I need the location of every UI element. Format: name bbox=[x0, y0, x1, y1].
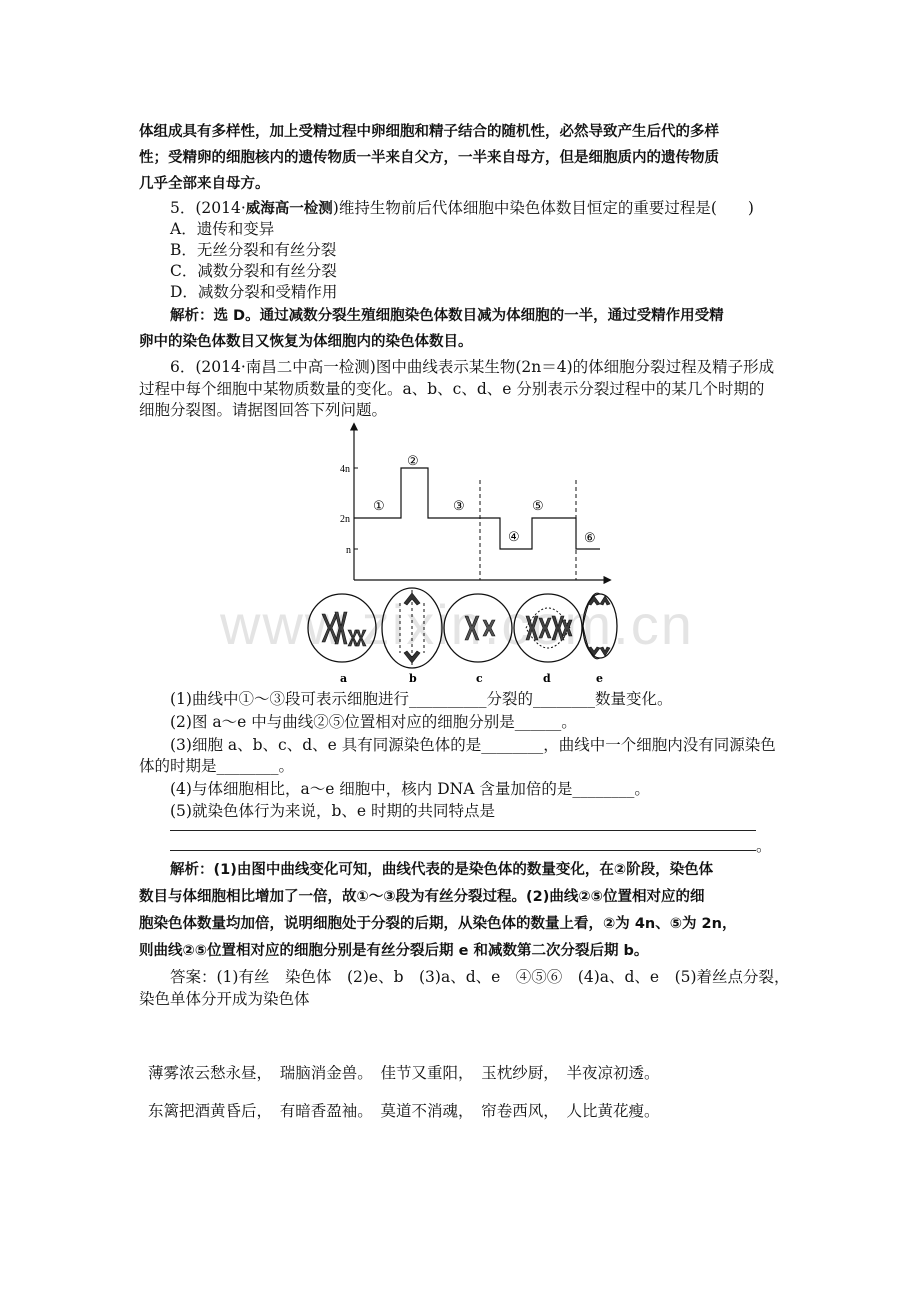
q5-option-c: C．减数分裂和有丝分裂 bbox=[170, 262, 337, 280]
segment-label: ⑥ bbox=[584, 531, 596, 546]
analysis-line: 几乎全部来自母方。 bbox=[139, 176, 270, 192]
q6-analysis: 胞染色体数量均加倍，说明细胞处于分裂的后期，从染色体的数量上看，②为 4n、⑤为 2n， bbox=[139, 916, 737, 932]
q5-stem-suffix: )维持生物前后代体细胞中染色体数目恒定的重要过程是( ) bbox=[332, 199, 754, 217]
q6-question: (2)图 a～e 中与曲线②⑤位置相对应的细胞分别是______。 bbox=[170, 713, 577, 731]
q6-stem: 细胞分裂图。请据图回答下列问题。 bbox=[139, 401, 388, 419]
q6-answer: 染色单体分开成为染色体 bbox=[139, 990, 310, 1008]
segment-label: ① bbox=[373, 499, 385, 514]
cell-label: d bbox=[543, 672, 551, 685]
q6-question: (1)曲线中①～③段可表示细胞进行__________分裂的________数量变化。 bbox=[170, 690, 673, 708]
y-label-2n: 2n bbox=[340, 514, 350, 525]
q5-analysis: 解析：选 D。通过减数分裂生殖细胞染色体数目减为体细胞的一半，通过受精作用受精 bbox=[170, 308, 724, 324]
cell-label: e bbox=[596, 672, 603, 685]
cell-label: c bbox=[476, 672, 483, 685]
q6-question: (5)就染色体行为来说，b、e 时期的共同特点是 bbox=[170, 802, 495, 820]
segment-label: ⑤ bbox=[532, 499, 544, 514]
watermark: www.zixin.com.cn bbox=[220, 593, 694, 656]
cell-label: b bbox=[409, 672, 417, 685]
q5-option-a: A．遗传和变异 bbox=[170, 220, 275, 238]
q6-question: 体的时期是________。 bbox=[139, 757, 295, 775]
q5-stem bbox=[170, 198, 754, 219]
q6-analysis: 解析：(1)由图中曲线变化可知，曲线代表的是染色体的数量变化，在②阶段，染色体 bbox=[170, 862, 714, 878]
poem-line: 薄雾浓云愁永昼， 瑞脑消金兽。 佳节又重阳， 玉枕纱厨， 半夜凉初透。 bbox=[148, 1064, 660, 1082]
q6-analysis: 则曲线②⑤位置相对应的细胞分别是有丝分裂后期 e 和减数第二次分裂后期 b。 bbox=[139, 943, 649, 959]
poem-line: 东篱把酒黄昏后， 有暗香盈袖。 莫道不消魂， 帘卷西风， 人比黄花瘦。 bbox=[148, 1102, 660, 1120]
q6-question: (3)细胞 a、b、c、d、e 具有同源染色体的是________，曲线中一个细胞内没有同源染色 bbox=[170, 736, 776, 754]
segment-label: ④ bbox=[508, 530, 520, 545]
chromosome-curve bbox=[354, 468, 600, 549]
analysis-line: 体组成具有多样性，加上受精过程中卵细胞和精子结合的随机性，必然导致产生后代的多样 bbox=[139, 124, 719, 140]
analysis-line: 性；受精卵的细胞核内的遗传物质一半来自父方，一半来自母方，但是细胞质内的遗传物质 bbox=[139, 150, 719, 166]
blank-end-mark: 。 bbox=[756, 837, 772, 855]
q6-answer: 答案：(1)有丝 染色体 (2)e、b (3)a、d、e ④⑤⑥ (4)a、d、e (5)着丝点分裂， bbox=[170, 968, 790, 986]
segment-label: ② bbox=[407, 454, 419, 469]
q5-source: 威海高一检测 bbox=[245, 201, 333, 217]
q5-analysis: 卵中的染色体数目又恢复为体细胞内的染色体数目。 bbox=[139, 334, 473, 350]
cell-label: a bbox=[340, 672, 348, 685]
q5-option-d: D．减数分裂和受精作用 bbox=[170, 283, 338, 301]
answer-blank-line[interactable] bbox=[170, 830, 756, 831]
q6-analysis: 数目与体细胞相比增加了一倍，故①～③段为有丝分裂过程。(2)曲线②⑤位置相对应的细 bbox=[139, 889, 705, 905]
q5-option-b: B．无丝分裂和有丝分裂 bbox=[170, 241, 337, 259]
y-label-n: n bbox=[346, 545, 351, 556]
answer-blank-line[interactable] bbox=[170, 850, 756, 851]
q6-stem: 过程中每个细胞中某物质数量的变化。a、b、c、d、e 分别表示分裂过程中的某几个时期的 bbox=[139, 380, 765, 398]
y-label-4n: 4n bbox=[340, 464, 350, 475]
q5-stem-prefix: 5．(2014· bbox=[170, 199, 246, 217]
q6-question: (4)与体细胞相比，a～e 细胞中，核内 DNA 含量加倍的是________。 bbox=[170, 780, 650, 798]
q6-stem: 6．(2014·南昌二中高一检测)图中曲线表示某生物(2n＝4)的体细胞分裂过程及精子形成 bbox=[170, 358, 775, 376]
segment-label: ③ bbox=[453, 499, 465, 514]
